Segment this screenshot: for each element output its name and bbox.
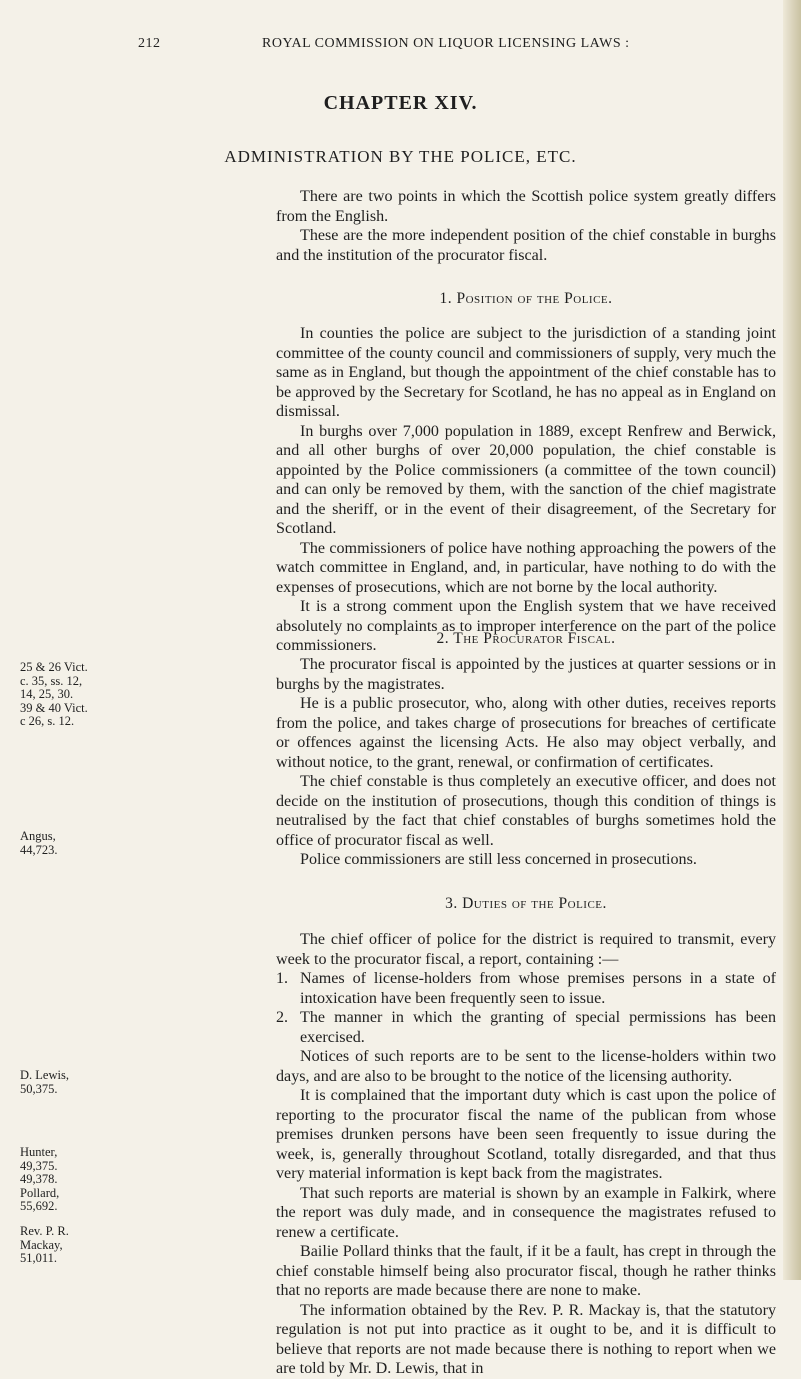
page-number: 212 — [138, 36, 161, 51]
section-heading: 3. Duties of the Police. — [445, 895, 607, 912]
paragraph: That such reports are material is shown by an example in Falkirk, where the report was duly made, and in consequence the magistrates refused to renew a certificate. — [276, 1184, 776, 1241]
list-text: Names of license-holders from whose premises persons in a state of intoxication have been frequently seen to issue. — [300, 970, 776, 1007]
margin-note: Angus, 44,723. — [20, 829, 58, 857]
margin-note: D. Lewis, 50,375. — [20, 1068, 69, 1096]
intro-block — [276, 187, 776, 265]
paragraph: The information obtained by the Rev. P. R. Mackay is, that the statutory regulation is not put into practice as it ought to be, and it is difficult to believe that reports are not made because there is nothing to report when we are told by Mr. D. Lewis, that in — [276, 1301, 776, 1377]
margin-note: 25 & 26 Vict. c. 35, ss. 12, 14, 25, 30. 39 & 40 Vict. c 26, s. 12. — [20, 660, 88, 728]
list-number: 1. — [276, 970, 289, 987]
paragraph: In counties the police are subject to the jurisdiction of a standing joint committee of the county council and commissioners of supply, very much the same as in England, but though the appointment of the chief constable has to be approved by the Secretary for Scotland, he has no appeal as in England on dismissal. — [276, 325, 776, 420]
list-item — [276, 1008, 776, 1047]
section-body — [276, 930, 776, 1379]
paragraph: He is a public prosecutor, who, along with other duties, receives reports from the police, and takes charge of prosecutions for breaches of certificate or offences against the licensing Acts. He also may object verbally, and without notice, to the grant, renewal, or confirmation of certificates. — [276, 695, 776, 771]
running-head-title: ROYAL COMMISSION ON LIQUOR LICENSING LAWS : — [262, 36, 630, 51]
margin-note: Rev. P. R. Mackay, 51,011. — [20, 1224, 69, 1265]
chapter-number: CHAPTER XIV. — [323, 92, 478, 114]
section-heading: 1. Position of the Police. — [439, 290, 613, 307]
paragraph: It is complained that the important duty which is cast upon the police of reporting to the procurator fiscal the name of the publican from whose premises drunken persons have been seen frequently to issue during the week, is, generally throughout Scotland, totally disregarded, and that thus very material information is kept back from the magistrates. — [276, 1087, 776, 1182]
paragraph: In burghs over 7,000 population in 1889, except Renfrew and Berwick, and all other burghs of over 20,000 population, the chief constable is appointed by the Police commissioners (a committee of the town council) and can only be removed by them, with the sanction of the chief magistrate and the sheriff, or in the event of their disagreement, of the Secretary for Scotland. — [276, 422, 776, 537]
paragraph: The commissioners of police have nothing approaching the powers of the watch committee in England, and, in particular, have nothing to do with the expenses of prosecutions, which are not borne by the local authority. — [276, 539, 776, 596]
paragraph: Police commissioners are still less concerned in prosecutions. — [300, 851, 697, 868]
paragraph: The procurator fiscal is appointed by the justices at quarter sessions or in burghs by the magistrates. — [276, 656, 776, 693]
list-text: The manner in which the granting of special permissions has been exercised. — [300, 1009, 776, 1046]
paragraph: The chief officer of police for the district is required to transmit, every week to the procurator fiscal, a report, containing :— — [276, 931, 776, 968]
section-body — [276, 324, 776, 656]
running-head — [0, 36, 801, 56]
paragraph: These are the more independent position of the chief constable in burghs and the institution of the procurator fiscal. — [276, 227, 776, 264]
section-heading: 2. The Procurator Fiscal. — [436, 630, 616, 647]
paragraph: The chief constable is thus completely an executive officer, and does not decide on the institution of prosecutions, though this condition of things is neutralised by the fact that chief constables of burghs sometimes hold the office of procurator fiscal as well. — [276, 773, 776, 849]
list-item — [276, 969, 776, 1008]
paragraph: It is a strong comment upon the English system that we have received absolutely no complaints as to improper interference on the part of the police commissioners. — [276, 598, 776, 654]
paragraph: Bailie Pollard thinks that the fault, if it be a fault, has crept in through the chief constable himself being also procurator fiscal, though he rather thinks that no reports are made because there are none to make. — [276, 1243, 776, 1299]
chapter-title: ADMINISTRATION BY THE POLICE, ETC. — [224, 147, 577, 166]
margin-note: Hunter, 49,375. 49,378. Pollard, 55,692. — [20, 1145, 60, 1213]
paragraph: There are two points in which the Scottish police system greatly differs from the English. — [276, 188, 776, 225]
paragraph: Notices of such reports are to be sent to the license-holders within two days, and are also to be brought to the notice of the licensing authority. — [276, 1048, 776, 1085]
section-body — [276, 655, 776, 870]
list-number: 2. — [276, 1009, 289, 1026]
